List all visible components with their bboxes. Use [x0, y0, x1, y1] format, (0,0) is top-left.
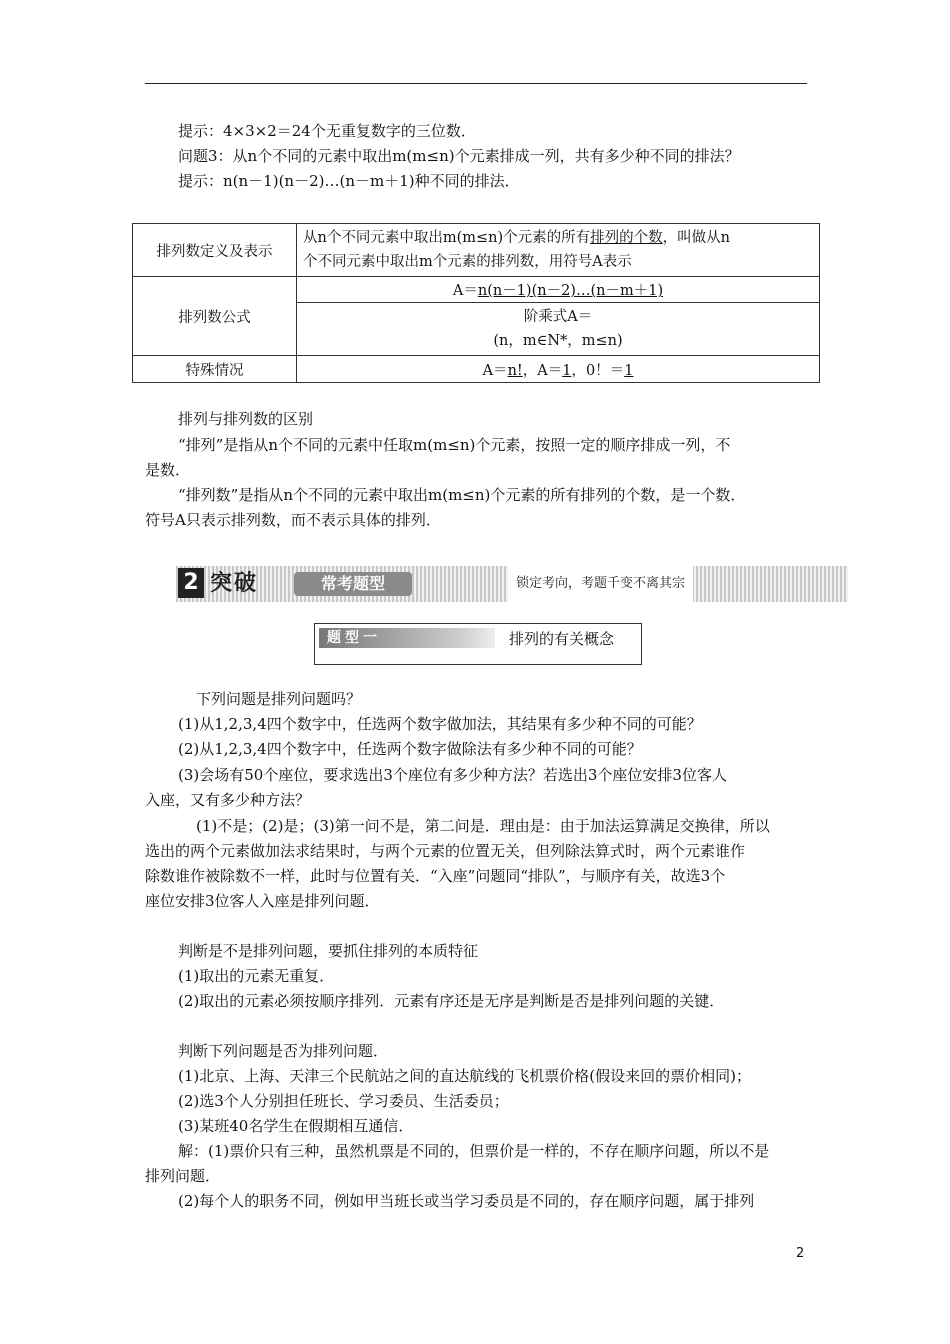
- section-banner: [176, 566, 848, 602]
- table-body-cell: [297, 356, 820, 383]
- practice-item: (2)选3个人分别担任班长、学习委员、生活委员；: [178, 1092, 509, 1110]
- example-item: (1)从1,2,3,4四个数字中，任选两个数字做加法，其结果有多少种不同的可能？: [178, 715, 702, 733]
- question-type-box: [314, 623, 642, 665]
- section-number: 2: [178, 568, 204, 598]
- practice-item: (1)北京、上海、天津三个民航站之间的直达航线的飞机票价格(假设来回的票价相同)；: [178, 1067, 751, 1085]
- table-body-cell: [297, 224, 820, 277]
- note-line: “排列数”是指从n个不同的元素中取出m(m≤n)个元素的所有排列的个数，是一个数．: [178, 486, 746, 504]
- answer-line: (2)每个人的职务不同，例如甲当班长或当学习委员是不同的，存在顺序问题，属于排列: [178, 1192, 755, 1210]
- note-title: 排列与排列数的区别: [178, 410, 314, 428]
- underlined-answer: 1: [624, 362, 634, 379]
- underlined-answer: 排列的个数: [590, 230, 663, 246]
- method-line: (2)取出的元素必须按顺序排列．元素有序还是无序是判断是否是排列问题的关键．: [178, 992, 725, 1010]
- table-text: 个不同元素中取出m个元素的排列数，用符号A表示: [303, 254, 632, 270]
- note-line: 符号A只表示排列数，而不表示具体的排列．: [145, 511, 441, 529]
- answer-line: 排列问题．: [145, 1167, 221, 1185]
- table-text: 从n个不同元素中取出m(m≤n)个元素的所有: [303, 230, 591, 246]
- table-text: (n，m∈N*，m≤n): [493, 333, 623, 349]
- method-title: 判断是不是排列问题，要抓住排列的本质特征: [178, 942, 479, 960]
- table-head-cell: 特殊情况: [133, 356, 297, 383]
- practice-question: 判断下列问题是否为排列问题．: [178, 1042, 389, 1060]
- table-text: A＝: [482, 362, 508, 379]
- practice-item: (3)某班40名学生在假期相互通信．: [178, 1117, 414, 1135]
- note-line: “排列”是指从n个不同的元素中任取m(m≤n)个元素，按照一定的顺序排成一列，不: [178, 436, 731, 454]
- table-head-cell: 排列数定义及表示: [133, 224, 297, 277]
- example-item: (3)会场有50个座位，要求选出3个座位有多少种方法？若选出3个座位安排3位客人: [178, 766, 727, 784]
- table-head-cell: 排列数公式: [133, 277, 297, 356]
- example-item: (2)从1,2,3,4四个数字中，任选两个数字做除法有多少种不同的可能？: [178, 740, 642, 758]
- table-text: ，A＝: [522, 362, 563, 379]
- section-title: 突破: [210, 571, 259, 596]
- table-row: [133, 356, 820, 383]
- table-text: 阶乘式A＝: [523, 309, 593, 325]
- hint-line: 提示：4×3×2＝24个无重复数字的三位数．: [178, 122, 476, 140]
- permutation-definition-table: [132, 223, 820, 383]
- question-type-tag: 题型一: [319, 628, 495, 648]
- table-body-cell: [297, 277, 820, 303]
- answer-line: 解：(1)票价只有三种，虽然机票是不同的，但票价是一样的，不存在顺序问题，所以不是: [178, 1142, 770, 1160]
- table-text: A＝: [452, 283, 478, 299]
- underlined-answer: n!: [507, 362, 523, 379]
- table-text: ，0！＝: [571, 362, 625, 379]
- hint-line: 提示：n(n－1)(n－2)…(n－m＋1)种不同的排法．: [178, 172, 520, 190]
- solution-line: 除数谁作被除数不一样，此时与位置有关．“入座”问题同“排队”，与顺序有关，故选3个: [145, 867, 726, 885]
- solution-line: 选出的两个元素做加法求结果时，与两个元素的位置无关，但列除法算式时，两个元素谁作: [145, 842, 746, 860]
- page-number: 2: [796, 1246, 805, 1261]
- question-type-name: 排列的有关概念: [509, 630, 615, 648]
- table-body-cell: [297, 303, 820, 356]
- solution-line: (1)不是；(2)是；(3)第一问不是，第二问是．理由是：由于加法运算满足交换律，所以: [196, 817, 770, 835]
- method-line: (1)取出的元素无重复．: [178, 967, 335, 985]
- underlined-answer: n(n－1)(n－2)…(n－m＋1): [477, 283, 664, 299]
- example-item: 入座，又有多少种方法？: [145, 791, 311, 809]
- solution-line: 座位安排3位客人入座是排列问题．: [145, 892, 380, 910]
- underlined-answer: 1: [562, 362, 572, 379]
- section-slogan: 锁定考向，考题千变不离其宗: [508, 566, 693, 602]
- header-rule: [145, 83, 807, 84]
- table-text: ，叫做从n: [662, 230, 730, 246]
- question-3: 问题3：从n个不同的元素中取出m(m≤n)个元素排成一列，共有多少种不同的排法？: [178, 147, 740, 165]
- table-row: [133, 277, 820, 303]
- section-subtitle: 常考题型: [294, 572, 412, 596]
- table-row: [133, 224, 820, 277]
- example-question: 下列问题是排列问题吗？: [196, 690, 362, 708]
- note-line: 是数．: [145, 461, 191, 479]
